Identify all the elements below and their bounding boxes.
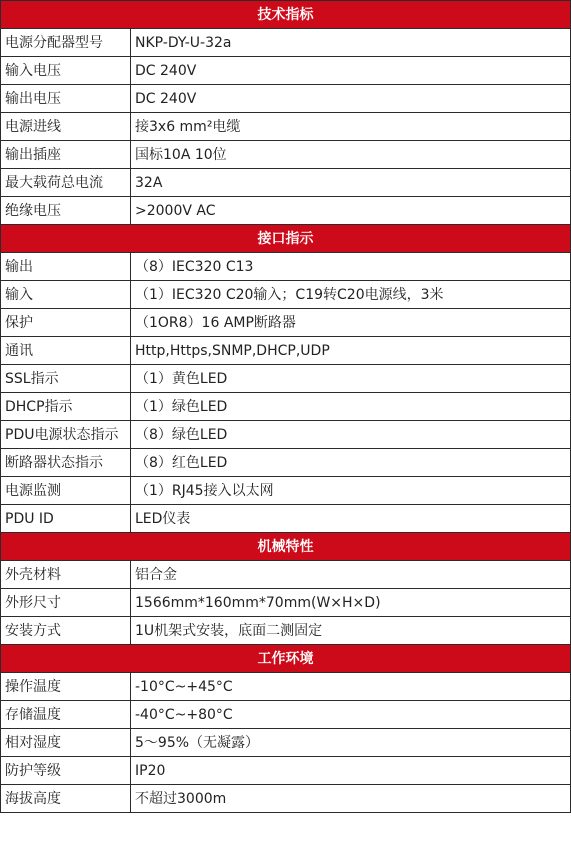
spec-label: 电源进线 <box>1 113 131 141</box>
table-row <box>1 785 571 813</box>
spec-value: 1U机架式安装，底面二测固定 <box>131 617 571 645</box>
spec-value: 5～95%（无凝露） <box>131 729 571 757</box>
spec-label: 输出插座 <box>1 141 131 169</box>
table-row <box>1 85 571 113</box>
spec-label: 输入 <box>1 281 131 309</box>
table-row <box>1 393 571 421</box>
section-title: 工作环境 <box>1 645 571 673</box>
spec-value: 接3x6 mm²电缆 <box>131 113 571 141</box>
spec-label: 相对湿度 <box>1 729 131 757</box>
table-row <box>1 673 571 701</box>
spec-label: 操作温度 <box>1 673 131 701</box>
spec-label: 外壳材料 <box>1 561 131 589</box>
spec-value: （8）绿色LED <box>131 421 571 449</box>
spec-value: -40°C~+80°C <box>131 701 571 729</box>
table-row <box>1 337 571 365</box>
table-row <box>1 141 571 169</box>
spec-label: 外形尺寸 <box>1 589 131 617</box>
table-row <box>1 113 571 141</box>
spec-value: （8）IEC320 C13 <box>131 253 571 281</box>
spec-value: >2000V AC <box>131 197 571 225</box>
spec-label: 通讯 <box>1 337 131 365</box>
spec-label: PDU ID <box>1 505 131 533</box>
spec-label: 防护等级 <box>1 757 131 785</box>
table-row <box>1 57 571 85</box>
spec-label: 电源分配器型号 <box>1 29 131 57</box>
spec-value: 1566mm*160mm*70mm(W×H×D) <box>131 589 571 617</box>
spec-label: 海拔高度 <box>1 785 131 813</box>
spec-value: （1）RJ45接入以太网 <box>131 477 571 505</box>
spec-label: SSL指示 <box>1 365 131 393</box>
table-row <box>1 505 571 533</box>
section-header-row <box>1 533 571 561</box>
table-row <box>1 253 571 281</box>
table-row <box>1 421 571 449</box>
table-row <box>1 757 571 785</box>
spec-value: 国标10A 10位 <box>131 141 571 169</box>
section-title: 技术指标 <box>1 1 571 29</box>
spec-value: DC 240V <box>131 57 571 85</box>
spec-value: （1）IEC320 C20输入；C19转C20电源线，3米 <box>131 281 571 309</box>
spec-value: 铝合金 <box>131 561 571 589</box>
spec-value: 32A <box>131 169 571 197</box>
spec-label: 保护 <box>1 309 131 337</box>
spec-label: 输出电压 <box>1 85 131 113</box>
spec-value: （8）红色LED <box>131 449 571 477</box>
spec-value: -10°C~+45°C <box>131 673 571 701</box>
table-row <box>1 197 571 225</box>
spec-value: IP20 <box>131 757 571 785</box>
spec-label: 输出 <box>1 253 131 281</box>
spec-label: 存储温度 <box>1 701 131 729</box>
table-row <box>1 309 571 337</box>
spec-value: 不超过3000m <box>131 785 571 813</box>
spec-label: 输入电压 <box>1 57 131 85</box>
section-header-row <box>1 645 571 673</box>
table-row <box>1 29 571 57</box>
spec-label: 最大载荷总电流 <box>1 169 131 197</box>
section-header-row <box>1 225 571 253</box>
spec-value: （1）绿色LED <box>131 393 571 421</box>
table-row <box>1 617 571 645</box>
spec-label: PDU电源状态指示 <box>1 421 131 449</box>
table-row <box>1 701 571 729</box>
spec-label: 电源监测 <box>1 477 131 505</box>
table-row <box>1 449 571 477</box>
table-row <box>1 281 571 309</box>
section-title: 机械特性 <box>1 533 571 561</box>
spec-label: 安装方式 <box>1 617 131 645</box>
table-row <box>1 169 571 197</box>
table-row <box>1 589 571 617</box>
table-row <box>1 729 571 757</box>
spec-value: NKP-DY-U-32a <box>131 29 571 57</box>
section-title: 接口指示 <box>1 225 571 253</box>
spec-table-body <box>1 1 571 813</box>
spec-label: 绝缘电压 <box>1 197 131 225</box>
table-row <box>1 477 571 505</box>
spec-label: 断路器状态指示 <box>1 449 131 477</box>
spec-value: （1OR8）16 AMP断路器 <box>131 309 571 337</box>
section-header-row <box>1 1 571 29</box>
spec-value: （1）黄色LED <box>131 365 571 393</box>
spec-label: DHCP指示 <box>1 393 131 421</box>
spec-value: Http,Https,SNMP,DHCP,UDP <box>131 337 571 365</box>
table-row <box>1 365 571 393</box>
spec-value: DC 240V <box>131 85 571 113</box>
table-row <box>1 561 571 589</box>
spec-value: LED仪表 <box>131 505 571 533</box>
